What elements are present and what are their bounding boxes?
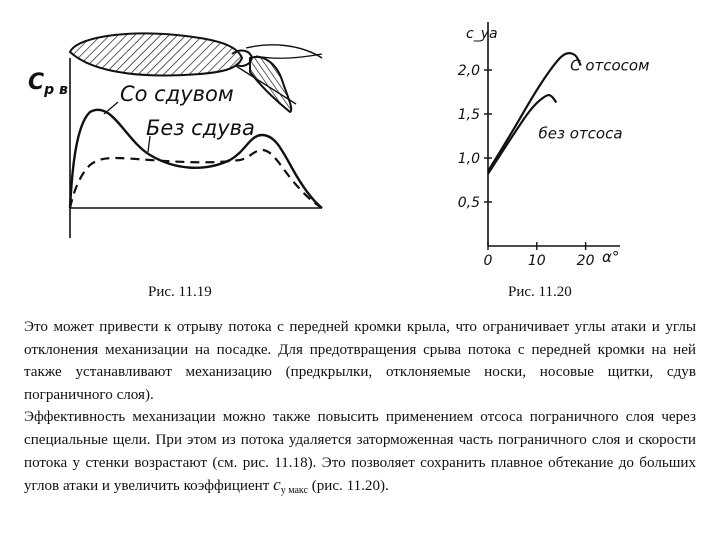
figure-11-19: [0, 0, 360, 300]
y-tick-label: 1,0: [457, 151, 480, 167]
caption-fig-11-19: Рис. 11.19: [148, 284, 212, 300]
series-label-1: С отсосом: [570, 56, 650, 75]
curve-without-blowing: [70, 150, 322, 208]
x-tick-label: 0: [483, 253, 493, 269]
leader-with-blowing: [104, 102, 118, 114]
coefficient-subscript: y макс: [280, 485, 308, 497]
y-tick-label: 0,5: [457, 195, 480, 211]
y-tick-label: 2,0: [457, 63, 480, 79]
fig2-ylabel: c_ya: [466, 26, 498, 42]
airfoil-main: [70, 33, 242, 75]
y-tick-label: 1,5: [457, 107, 480, 123]
label-without-blowing: Без сдува: [146, 116, 255, 140]
x-tick-label: 20: [576, 253, 595, 269]
chart-lift-curve: [440, 0, 720, 300]
fig1-ylabel: [28, 70, 68, 98]
paragraph-1: Это может привести к отрыву потока с передней кромки крыла, что ограничивает углы атаки и углы отклонения механизации на посадке. Для предотвращения срыва потока с передней кромки на ней также устанавливают механизацию (предкрылки, отклоняемые носки, носовые щитки, сдув пограничного слоя).: [24, 319, 696, 403]
label-with-blowing: Со сдувом: [120, 82, 234, 106]
paragraph-2: [24, 406, 696, 502]
paragraph-2-start: Эффективность механизации можно также повысить применением отсоса пограничного слоя через специальные щели. При этом из потока удаляется заторможенная часть пограничного слоя и скорости потока у стенки возрастают (см. рис. 11.18). Это позволяет сохранить плавное обтекание до больших углов атаки и увеличить коэффициент: [24, 409, 696, 495]
fig1-ylabel-sub: p в: [44, 82, 68, 98]
fig2-xlabel: α°: [602, 248, 620, 266]
flap-shape: [250, 57, 291, 112]
paragraph-2-end: (рис. 11.20).: [307, 478, 389, 495]
body-text: [24, 316, 696, 503]
figure-11-20: [440, 0, 720, 300]
figure-11-19-drawing: [0, 0, 360, 300]
fig1-ylabel-main: C: [28, 70, 45, 95]
caption-fig-11-20: Рис. 11.20: [508, 284, 572, 300]
coefficient-symbol: c: [273, 475, 281, 495]
series-label-2: без отсоса: [538, 124, 623, 143]
flow-line-lower: [256, 54, 322, 58]
x-tick-label: 10: [527, 253, 546, 269]
